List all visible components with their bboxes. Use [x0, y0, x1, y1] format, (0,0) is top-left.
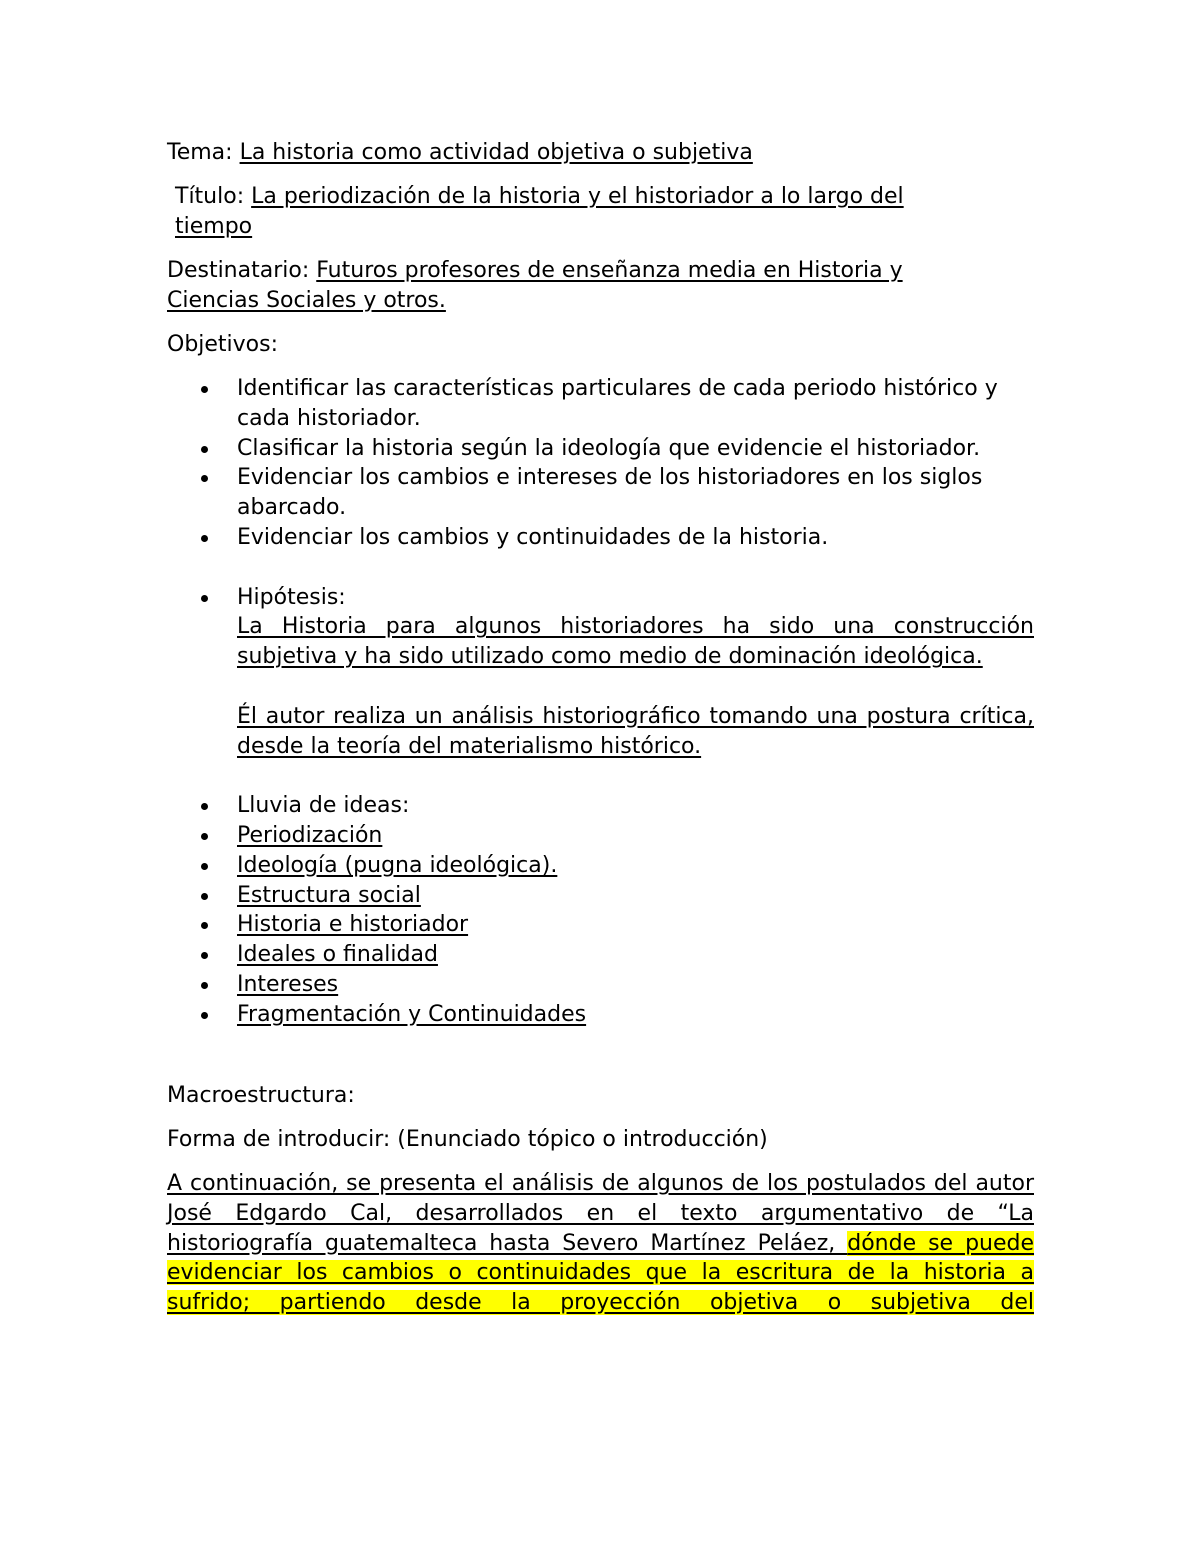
lluvia-list — [167, 791, 1034, 1029]
hipotesis-list — [167, 583, 1034, 762]
destinatario-value: Futuros profesores de enseñanza media en Historia y Ciencias Sociales y otros. — [167, 258, 903, 313]
destinatario-label: Destinatario: — [167, 258, 317, 283]
titulo-line — [167, 182, 975, 242]
list-item: Periodización — [167, 821, 1034, 851]
list-item: Evidenciar los cambios e intereses de los historiadores en los siglos abarcado. — [167, 463, 1034, 523]
hipotesis-paragraph-1: La Historia para algunos historiadores ha sido una construcción subjetiva y ha sido utilizado como medio de dominación ideológica. — [237, 614, 1034, 670]
titulo-value: La periodización de la historia y el historiador a lo largo del tiempo — [175, 184, 904, 239]
spacer — [237, 672, 1034, 702]
titulo-label: Título: — [175, 184, 252, 209]
macro-heading: Macroestructura: — [167, 1083, 355, 1109]
list-item: Intereses — [167, 970, 1034, 1000]
macro-intro-paragraph — [167, 1169, 1034, 1317]
bullet-icon — [201, 863, 208, 870]
list-item: Clasificar la historia según la ideología que evidencie el historiador. — [167, 434, 1034, 464]
objetivos-list — [167, 374, 1034, 553]
destinatario-line — [167, 256, 967, 316]
spacer — [167, 761, 1034, 791]
bullet-icon — [201, 893, 208, 900]
bullet-icon — [201, 952, 208, 959]
spacer — [167, 553, 1034, 583]
list-item: Ideología (pugna ideológica). — [167, 851, 1034, 881]
bullet-icon — [201, 386, 208, 393]
hipotesis-paragraph-2: Él autor realiza un análisis historiográfico tomando una postura crítica, desde la teoría del materialismo histórico. — [237, 703, 1034, 759]
bullet-icon — [201, 446, 208, 453]
bullet-icon — [201, 595, 208, 602]
lluvia-label-item: Lluvia de ideas: — [167, 791, 1034, 821]
forma-line: Forma de introducir: (Enunciado tópico o introducción) — [167, 1127, 768, 1153]
list-item: Fragmentación y Continuidades — [167, 1000, 1034, 1030]
bullet-icon — [201, 833, 208, 840]
bullet-icon — [201, 922, 208, 929]
bullet-icon — [201, 535, 208, 542]
hipotesis-item — [167, 583, 1034, 762]
list-item: Identificar las características particulares de cada periodo histórico y cada historiador. — [167, 374, 1034, 434]
hipotesis-label: Hipótesis: — [237, 584, 346, 610]
intro-text: A continuación, se presenta el análisis de algunos de los postulados del autor José Edgardo Cal, desarrollados en el texto argumentativo de “La historiografía guatemalteca hasta Severo Martínez Peláez, — [167, 1171, 1034, 1256]
tema-label: Tema: — [167, 140, 240, 165]
intro-highlighted-text: dónde se puede evidenciar los cambios o continuidades que la escritura de la historia a sufrido; partiendo desde la proyección objetiva o subjetiva del — [167, 1230, 1035, 1315]
document-page — [167, 138, 1034, 1331]
bullet-icon — [201, 475, 208, 482]
list-item: Historia e historiador — [167, 910, 1034, 940]
bullet-icon — [201, 982, 208, 989]
list-item: Estructura social — [167, 881, 1034, 911]
spacer — [167, 1030, 1034, 1060]
tema-line — [167, 138, 1034, 168]
tema-value: La historia como actividad objetiva o subjetiva — [239, 140, 753, 165]
spacer — [167, 1059, 1034, 1081]
objetivos-heading: Objetivos: — [167, 332, 279, 357]
bullet-icon — [201, 1012, 208, 1019]
bullet-icon — [201, 803, 208, 810]
list-item: Evidenciar los cambios y continuidades de la historia. — [167, 523, 1034, 553]
list-item: Ideales o finalidad — [167, 940, 1034, 970]
